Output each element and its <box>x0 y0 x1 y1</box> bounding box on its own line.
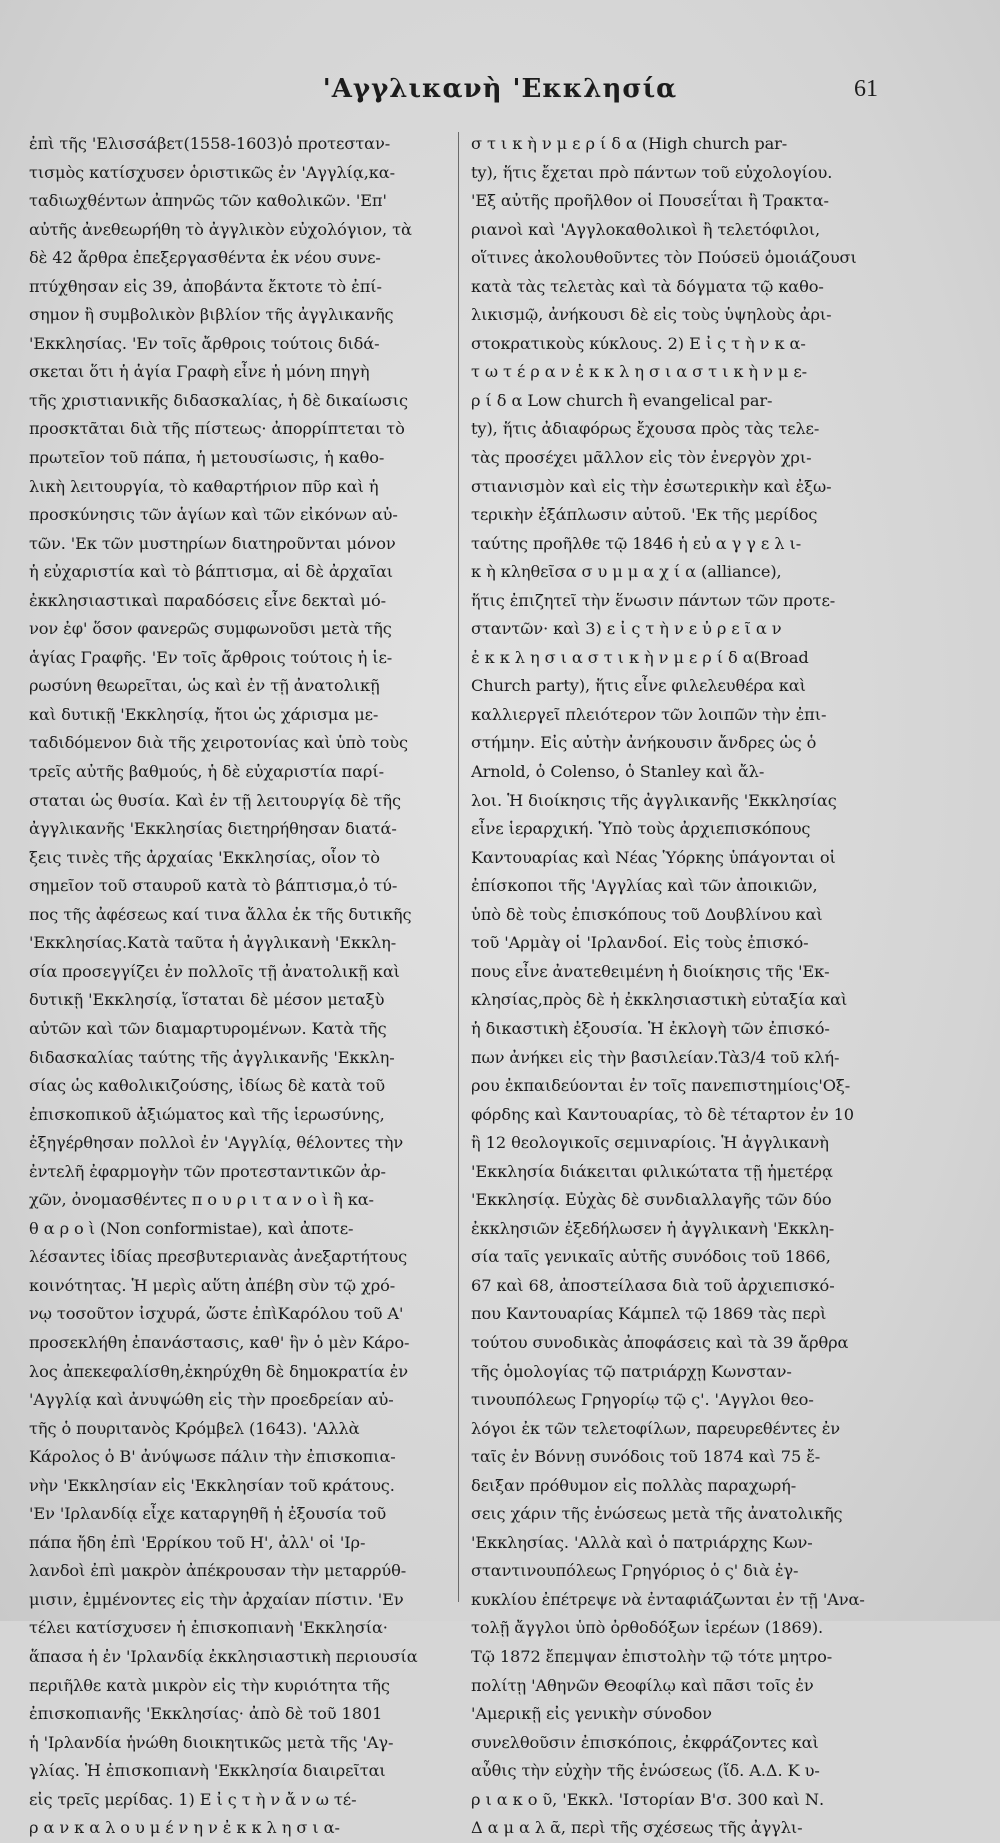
text-line: Κάρολος ὁ Β' ἀνύψωσε πάλιν τὴν ἐπισκοπια- <box>29 1447 396 1467</box>
text-line: σταντινουπόλεως Γρηγόριος ὁ ς' διὰ ἐγ- <box>471 1561 799 1581</box>
text-line: τινουπόλεως Γρηγορίῳ τῷ ς'. 'Αγγλοι θεο- <box>471 1390 814 1410</box>
text-line: 'Εκκλησίας.Κατὰ ταῦτα ἡ ἀγγλικανὴ 'Εκκλη- <box>29 933 397 953</box>
page-title: 'Αγγλικανὴ 'Εκκλησία <box>322 74 678 104</box>
text-line: ρωσύνη θεωρεῖται, ὡς καὶ ἐν τῇ ἀνατολικῇ <box>29 676 380 696</box>
text-line: σία ταῖς γενικαῖς αὐτῆς συνόδοις τοῦ 1866, <box>471 1247 831 1267</box>
text-line: ἅπασα ἡ ἐν 'Ιρλανδίᾳ ἐκκλησιαστικὴ περιουσία <box>29 1646 418 1666</box>
text-line: προσκύνησις τῶν ἁγίων καὶ τῶν εἰκόνων αὐ- <box>29 505 398 525</box>
text-line: ξεις τινὲς τῆς ἀρχαίας 'Εκκλησίας, οἷον τὸ <box>29 847 380 867</box>
text-line: νὴν 'Εκκλησίαν εἰς 'Εκκλησίαν τοῦ κράτους. <box>29 1475 395 1495</box>
text-line: τούτου συνοδικὰς ἀποφάσεις καὶ τὰ 39 ἄρθρα <box>471 1332 849 1352</box>
text-line: πρωτεῖον τοῦ πάπα, ἡ μετουσίωσις, ἡ καθο- <box>29 448 385 468</box>
text-line: ἀγγλικανῆς 'Εκκλησίας διετηρήθησαν διατά- <box>29 819 397 839</box>
text-line: 67 καὶ 68, ἀποστείλασα διὰ τοῦ ἀρχιεπισκό- <box>471 1275 835 1295</box>
right-column <box>471 130 883 1843</box>
text-line: κλησίας,πρὸς δὲ ἡ ἐκκλησιαστικὴ εὐταξία καὶ <box>471 990 848 1010</box>
text-line: σίας ὡς καθολικιζούσης, ἰδίως δὲ κατὰ τοῦ <box>29 1076 385 1096</box>
text-line: ἐπίσκοποι τῆς 'Αγγλίας καὶ τῶν ἀποικιῶν, <box>471 876 818 896</box>
text-line: ρ ι α κ ο ῦ, 'Εκκλ. 'Ιστορίαν Β'σ. 300 καὶ Ν. <box>471 1789 825 1809</box>
text-line: ριανοὶ καὶ 'Αγγλοκαθολικοὶ ἢ τελετόφιλοι, <box>471 219 821 239</box>
text-line: τῶν. 'Εκ τῶν μυστηρίων διατηροῦνται μόνον <box>29 533 396 553</box>
text-line: Δ α μ α λ ᾶ, περὶ τῆς σχέσεως τῆς ἀγγλι- <box>471 1818 803 1838</box>
text-line: εἶνε ἱεραρχική. Ὑπὸ τοὺς ἀρχιεπισκόπους <box>471 819 811 839</box>
text-line: πος τῆς ἀφέσεως καί τινα ἄλλα ἐκ τῆς δυτικῆς <box>29 904 412 924</box>
text-line: τὰς προσέχει μᾶλλον εἰς τὸν ἐνεργὸν χρι- <box>471 448 812 468</box>
text-line: 'Εκκλησίας. 'Αλλὰ καὶ ὁ πατριάρχης Κων- <box>471 1532 813 1552</box>
text-line: λέσαντες ἰδίας πρεσβυτεριανὰς ἀνεξαρτήτους <box>29 1247 408 1267</box>
text-line: δειξαν πρόθυμον εἰς πολλὰς παραχωρή- <box>471 1475 797 1495</box>
text-line: γλίας. Ἡ ἐπισκοπιανὴ 'Εκκλησία διαιρεῖται <box>29 1761 386 1781</box>
text-line: σκεται ὅτι ἡ ἁγία Γραφὴ εἶνε ἡ μόνη πηγὴ <box>29 362 370 382</box>
text-line: τοῦ 'Αρμὰγ οἱ 'Ιρλανδοί. Εἰς τοὺς ἐπισκό- <box>471 933 809 953</box>
text-line: τερικὴν ἐξάπλωσιν αὐτοῦ. 'Εκ τῆς μερίδος <box>471 505 818 525</box>
text-line: τῆς χριστιανικῆς διδασκαλίας, ἡ δὲ δικαίωσις <box>29 390 408 410</box>
text-line: νῳ τοσοῦτον ἰσχυρά, ὥστε ἐπὶΚαρόλου τοῦ Α' <box>29 1304 404 1324</box>
text-line: τῆς ὁμολογίας τῷ πατριάρχῃ Κωνσταν- <box>471 1361 792 1381</box>
text-line: Καντουαρίας καὶ Νέας Ὑόρκης ὑπάγονται οἱ <box>471 847 836 867</box>
text-line: καὶ δυτικῇ 'Εκκλησίᾳ, ἤτοι ὡς χάρισμα με- <box>29 704 379 724</box>
text-line: ἐπισκοπιανῆς 'Εκκλησίας· ἀπὸ δὲ τοῦ 1801 <box>29 1704 383 1724</box>
text-line: σεις χάριν τῆς ἑνώσεως μετὰ τῆς ἀνατολικῆς <box>471 1504 843 1524</box>
text-line: τέλει κατίσχυσεν ἡ ἐπισκοπιανὴ 'Εκκλησία· <box>29 1618 388 1638</box>
text-line: οἵτινες ἀκολουθοῦντες τὸν Πούσεϋ ὁμοιάζουσι <box>471 248 857 268</box>
text-line: ἐ κ κ λ η σ ι α σ τ ι κ ὴ ν μ ε ρ ί δ α(Broad <box>471 647 809 667</box>
text-line: ἐξηγέρθησαν πολλοὶ ἐν 'Αγγλίᾳ, θέλοντες τὴν <box>29 1133 404 1153</box>
text-line: 'Εκκλησίας. 'Εν τοῖς ἄρθροις τούτοις διδά- <box>29 333 380 353</box>
text-line: πολίτῃ 'Αθηνῶν Θεοφίλῳ καὶ πᾶσι τοῖς ἐν <box>471 1675 814 1695</box>
running-head <box>0 74 1000 114</box>
text-line: ρ α ν κ α λ ο υ μ έ ν η ν ἐ κ κ λ η σ ι α- <box>29 1818 340 1838</box>
text-line: καλλιεργεῖ πλειότερον τῶν λοιπῶν τὴν ἐπι- <box>471 704 827 724</box>
text-line: ty), ἥτις ἔχεται πρὸ πάντων τοῦ εὐχολογίου. <box>471 162 833 182</box>
text-line: ἥτις ἐπιζητεῖ τὴν ἕνωσιν πάντων τῶν προτε- <box>471 590 836 610</box>
text-line: στήμην. Εἰς αὐτὴν ἀνήκουσιν ἄνδρες ὡς ὁ <box>471 733 817 753</box>
text-line: κυκλίου ἐπέτρεψε νὰ ἐνταφιάζωνται ἐν τῇ 'Ανα- <box>471 1589 865 1609</box>
text-line: ἐπισκοπικοῦ ἀξιώματος καὶ τῆς ἱερωσύνης, <box>29 1104 385 1124</box>
text-line: ταδιδόμενον διὰ τῆς χειροτονίας καὶ ὑπὸ τοὺς <box>29 733 408 753</box>
text-line: χῶν, ὀνομασθέντες π ο υ ρ ι τ α ν ο ὶ ἢ κα- <box>29 1190 374 1210</box>
text-line: σία προσεγγίζει ἐν πολλοῖς τῇ ἀνατολικῇ καὶ <box>29 961 400 981</box>
text-line: κατὰ τὰς τελετὰς καὶ τὰ δόγματα τῷ καθο- <box>471 276 824 296</box>
text-line: ταῖς ἐν Βόννῃ συνόδοις τοῦ 1874 καὶ 75 ἔ- <box>471 1447 821 1467</box>
text-line: 'Αγγλίᾳ καὶ ἀνυψώθη εἰς τὴν προεδρείαν αὐ- <box>29 1390 394 1410</box>
text-line: ταδιωχθέντων ἀπηνῶς τῶν καθολικῶν. 'Επ' <box>29 191 387 211</box>
text-line: σημεῖον τοῦ σταυροῦ κατὰ τὸ βάπτισμα,ὁ τύ- <box>29 876 398 896</box>
text-line: ἐκκλησιαστικαὶ παραδόσεις εἶνε δεκταὶ μό- <box>29 590 386 610</box>
text-line: ἢ 12 θεολογικοῖς σεμιναρίοις. Ἡ ἀγγλικανὴ <box>471 1133 829 1153</box>
text-line: λανδοὶ ἐπὶ μακρὸν ἀπέκρουσαν τὴν μεταρρύθ- <box>29 1561 407 1581</box>
text-line: δυτικῇ 'Εκκλησίᾳ, ἵσταται δὲ μέσον μεταξὺ <box>29 990 385 1010</box>
text-line: τ ω τ έ ρ α ν ἐ κ κ λ η σ ι α σ τ ι κ ὴ ν μ ε- <box>471 362 807 382</box>
text-line: ἐκκλησιῶν ἐξεδήλωσεν ἡ ἀγγλικανὴ 'Εκκλη- <box>471 1218 835 1238</box>
text-line: φόρδης καὶ Καντουαρίας, τὸ δὲ τέταρτον ἐν 10 <box>471 1104 855 1124</box>
text-line: συνελθοῦσιν ἐπισκόποις, ἐκφράζοντες καὶ <box>471 1732 819 1752</box>
text-line: σημον ἢ συμβολικὸν βιβλίον τῆς ἀγγλικανῆς <box>29 305 394 325</box>
text-line: σ τ ι κ ὴ ν μ ε ρ ί δ α (High church par- <box>471 134 788 153</box>
text-line: στοκρατικοὺς κύκλους. 2) Ε ἰ ς τ ὴ ν κ α- <box>471 333 806 353</box>
text-line: ἁγίας Γραφῆς. 'Εν τοῖς ἄρθροις τούτοις ἡ ἱε- <box>29 647 393 667</box>
text-line: νον ἐφ' ὅσον φανερῶς συμφωνοῦσι μετὰ τῆς <box>29 619 392 639</box>
text-line: 'Εξ αὐτῆς προῆλθον οἱ Πουσεΐται ἢ Τρακτα- <box>471 191 829 211</box>
text-line: πτύχθησαν εἰς 39, ἀποβάντα ἔκτοτε τὸ ἐπί- <box>29 276 382 296</box>
text-line: λικὴ λειτουργία, τὸ καθαρτήριον πῦρ καὶ ἡ <box>29 476 379 496</box>
page-number: 61 <box>854 76 878 102</box>
text-line: τολῇ ἄγγλοι ὑπὸ ὀρθοδόξων ἱερέων (1869). <box>471 1618 824 1638</box>
text-line: λικισμῷ, ἀνήκουσι δὲ εἰς τοὺς ὑψηλοὺς ἀρι- <box>471 305 832 325</box>
text-line: που Καντουαρίας Κάμπελ τῷ 1869 τὰς περὶ <box>471 1304 827 1324</box>
text-line: πους εἶνε ἀνατεθειμένη ἡ διοίκησις τῆς 'Εκ- <box>471 961 830 981</box>
text-line: ἐντελῆ ἐφαρμογὴν τῶν προτεσταντικῶν ἀρ- <box>29 1161 386 1181</box>
text-line: ταύτης προῆλθε τῷ 1846 ἡ εὐ α γ γ ε λ ι- <box>471 533 802 553</box>
text-line: θ α ρ ο ὶ (Non conformistae), καὶ ἀποτε- <box>29 1218 354 1238</box>
text-line: εἰς τρεῖς μερίδας. 1) Ε ἰ ς τ ὴ ν ἄ ν ω τέ- <box>29 1789 357 1809</box>
text-line: κοινότητας. Ἡ μερὶς αὕτη ἀπέβη σὺν τῷ χρό- <box>29 1275 396 1295</box>
text-line: ὑπὸ δὲ τοὺς ἐπισκόπους τοῦ Δουβλίνου καὶ <box>471 904 823 924</box>
text-line: ρ ί δ α Low church ἢ evangelical par- <box>471 390 773 410</box>
text-line: στιανισμὸν καὶ εἰς τὴν ἐσωτερικὴν καὶ ἐξω- <box>471 476 832 496</box>
text-line: κ ὴ κληθεῖσα σ υ μ μ α χ ί α (alliance), <box>471 562 782 582</box>
text-line: αὐτῶν καὶ τῶν διαμαρτυρομένων. Κατὰ τῆς <box>29 1018 387 1038</box>
text-line: σταντῶν· καὶ 3) ε ἰ ς τ ὴ ν ε ὐ ρ ε ῖ α ν <box>471 619 782 639</box>
text-line: Arnold, ὁ Colenso, ὁ Stanley καὶ ἄλ- <box>471 762 765 782</box>
text-line: περιῆλθε κατὰ μικρὸν εἰς τὴν κυριότητα τῆς <box>29 1675 390 1695</box>
text-line: μισιν, ἐμμένοντες εἰς τὴν ἀρχαίαν πίστιν. 'Εν <box>29 1589 404 1609</box>
text-line: ἐπὶ τῆς 'Ελισσάβετ(1558-1603)ὁ προτεσταν- <box>29 134 391 153</box>
text-line: 'Εκκλησίᾳ. Εὐχὰς δὲ συνδιαλλαγῆς τῶν δύο <box>471 1190 832 1210</box>
text-line: αὐτῆς ἀνεθεωρήθη τὸ ἀγγλικὸν εὐχολόγιον, τὰ <box>29 219 412 239</box>
text-line: 'Αμερικῇ εἰς γενικὴν σύνοδον <box>471 1704 712 1724</box>
text-line: δὲ 42 ἄρθρα ἐπεξεργασθέντα ἐκ νέου συνε- <box>29 248 381 268</box>
text-line: Church party), ἥτις εἶνε φιλελευθέρα καὶ <box>471 676 806 696</box>
text-line: ἡ εὐχαριστία καὶ τὸ βάπτισμα, αἱ δὲ ἀρχαῖαι <box>29 562 394 582</box>
text-line: τρεῖς αὐτῆς βαθμούς, ἡ δὲ εὐχαριστία παρί- <box>29 762 384 782</box>
text-line: τισμὸς κατίσχυσεν ὁριστικῶς ἐν 'Αγγλίᾳ,κα- <box>29 162 395 182</box>
text-line: 'Εν 'Ιρλανδίᾳ εἶχε καταργηθῆ ἡ ἐξουσία τοῦ <box>29 1504 387 1524</box>
text-line: σταται ὡς θυσία. Καὶ ἐν τῇ λειτουργίᾳ δὲ τῆς <box>29 790 401 810</box>
text-line: λος ἀπεκεφαλίσθη,ἐκηρύχθη δὲ δημοκρατία ἐν <box>29 1361 409 1381</box>
text-line: προσεκλήθη ἐπανάστασις, καθ' ἣν ὁ μὲν Κάρο- <box>29 1332 410 1352</box>
text-line: ty), ἥτις ἀδιαφόρως ἔχουσα πρὸς τὰς τελε- <box>471 419 820 439</box>
text-line: ἡ δικαστικὴ ἐξουσία. Ἡ ἐκλογὴ τῶν ἐπισκό- <box>471 1018 830 1038</box>
text-line: αὖθις τὴν εὐχὴν τῆς ἑνώσεως (ἴδ. Α.Δ. Κ υ- <box>471 1761 820 1781</box>
text-line: τῆς ὁ πουριτανὸς Κρόμβελ (1643). 'Αλλὰ <box>29 1418 360 1438</box>
left-column <box>29 130 447 1843</box>
text-line: διδασκαλίας ταύτης τῆς ἀγγλικανῆς 'Εκκλη- <box>29 1047 395 1067</box>
text-line: Τῷ 1872 ἔπεμψαν ἐπιστολὴν τῷ τότε μητρο- <box>471 1646 833 1666</box>
text-line: πων ἀνήκει εἰς τὴν βασιλείαν.Τὰ3/4 τοῦ κλή- <box>471 1047 840 1067</box>
text-line: λοι. Ἡ διοίκησις τῆς ἀγγλικανῆς 'Εκκλησίας <box>471 790 837 810</box>
text-line: ρου ἐκπαιδεύονται ἐν τοῖς πανεπιστημίοις'Οξ- <box>471 1076 851 1096</box>
text-line: προσκτᾶται διὰ τῆς πίστεως· ἀπορρίπτεται τὸ <box>29 419 405 439</box>
text-line: ἡ 'Ιρλανδία ἡνώθη διοικητικῶς μετὰ τῆς 'Αγ- <box>29 1732 394 1752</box>
text-line: 'Εκκλησία διάκειται φιλικώτατα τῇ ἡμετέρᾳ <box>471 1161 833 1181</box>
text-line: πάπα ἤδη ἐπὶ 'Ερρίκου τοῦ Η', ἀλλ' οἱ 'Ιρ- <box>29 1532 366 1552</box>
column-divider <box>458 132 459 1602</box>
text-line: λόγοι ἐκ τῶν τελετοφίλων, παρευρεθέντες ἐν <box>471 1418 841 1438</box>
